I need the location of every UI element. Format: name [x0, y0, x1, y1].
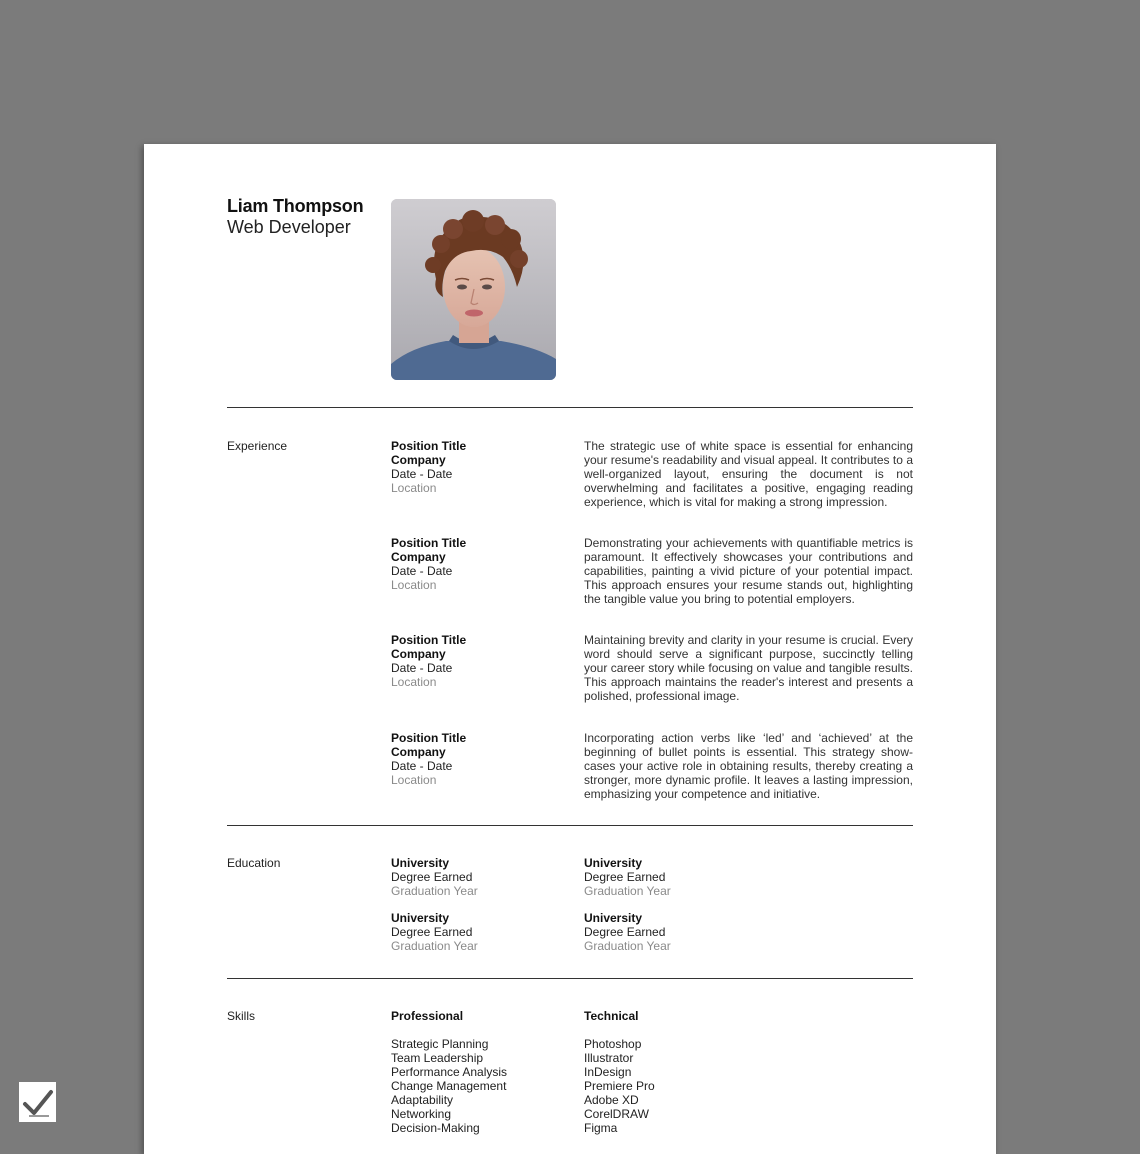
profile-photo — [391, 199, 556, 380]
skill-item: Premiere Pro — [584, 1079, 655, 1093]
skill-item: Team Leadership — [391, 1051, 484, 1065]
resume-page — [144, 144, 996, 1154]
school-name: University — [584, 856, 643, 870]
experience-entry — [391, 731, 466, 787]
experience-description: Incorporating action verbs like ‘led’ and ‘achieved’ at the beginning of bullet points is essential. This strategy show-cases your active role in obtaining results, thereby creating a stronger, more dynamic profile. It leaves a lasting impression, emphasizing your competence and initiative. — [584, 731, 913, 801]
experience-description: Demonstrating your achievements with quantifiable metrics is paramount. It effectively showcases your contributions and capabilities, painting a vivid picture of your potential impact. This approach ensures your resume stands out, highlighting the tangible value you bring to potential employers. — [584, 536, 913, 606]
graduation-year: Graduation Year — [391, 884, 478, 898]
skills-heading-technical: Technical — [584, 1009, 639, 1023]
date-range: Date - Date — [391, 759, 453, 773]
date-range: Date - Date — [391, 467, 453, 481]
education-entry — [391, 856, 478, 898]
company-name: Company — [391, 647, 446, 661]
portrait-image — [391, 199, 556, 380]
experience-entry — [391, 536, 466, 592]
degree: Degree Earned — [391, 870, 473, 884]
school-name: University — [584, 911, 643, 925]
resume-name: Liam Thompson — [227, 196, 364, 216]
position-title: Position Title — [391, 439, 467, 453]
degree: Degree Earned — [584, 925, 666, 939]
graduation-year: Graduation Year — [584, 939, 671, 953]
degree: Degree Earned — [584, 870, 666, 884]
skill-item: Adaptability — [391, 1093, 454, 1107]
resume-job-title: Web Developer — [227, 217, 351, 237]
skill-item: Decision-Making — [391, 1121, 480, 1135]
position-title: Position Title — [391, 731, 467, 745]
section-label-education: Education — [227, 856, 281, 870]
graduation-year: Graduation Year — [391, 939, 478, 953]
skill-item: CorelDRAW — [584, 1107, 649, 1121]
skill-item: Photoshop — [584, 1037, 642, 1051]
skill-item: Change Management — [391, 1079, 507, 1093]
company-name: Company — [391, 453, 446, 467]
skill-item: Networking — [391, 1107, 452, 1121]
school-name: University — [391, 911, 450, 925]
divider — [227, 407, 913, 408]
location: Location — [391, 481, 437, 495]
location: Location — [391, 578, 437, 592]
divider — [227, 825, 913, 826]
skill-item: Performance Analysis — [391, 1065, 508, 1079]
experience-description: The strategic use of white space is essential for enhancing your resume's readability and visual appeal. It contributes to a well-organized layout, ensuring the document is not overwhelming and facilitates a positive, engaging reading experience, which is vital for making a strong impression. — [584, 439, 913, 509]
skill-item: Adobe XD — [584, 1093, 639, 1107]
education-entry — [584, 856, 671, 898]
skill-item: Illustrator — [584, 1051, 634, 1065]
section-label-experience: Experience — [227, 439, 288, 453]
school-name: University — [391, 856, 450, 870]
education-entry — [584, 911, 671, 953]
position-title: Position Title — [391, 633, 467, 647]
location: Location — [391, 773, 437, 787]
degree: Degree Earned — [391, 925, 473, 939]
skill-item: Figma — [584, 1121, 618, 1135]
section-label-skills: Skills — [227, 1009, 256, 1023]
company-name: Company — [391, 550, 446, 564]
experience-description: Maintaining brevity and clarity in your resume is crucial. Every word should serve a significant purpose, succinctly telling your career story while focusing on value and tangible results. This approach maintains the reader's interest and presents a polished, professional image. — [584, 633, 913, 703]
skills-technical — [584, 1009, 655, 1135]
skill-item: InDesign — [584, 1065, 632, 1079]
location: Location — [391, 675, 437, 689]
skills-professional — [391, 1009, 507, 1135]
skill-item: Strategic Planning — [391, 1037, 489, 1051]
divider — [227, 978, 913, 979]
skills-heading-professional: Professional — [391, 1009, 464, 1023]
checkmark-logo-icon — [19, 1082, 56, 1122]
position-title: Position Title — [391, 536, 467, 550]
date-range: Date - Date — [391, 661, 453, 675]
experience-entry — [391, 439, 466, 495]
education-entry — [391, 911, 478, 953]
experience-entry — [391, 633, 466, 689]
date-range: Date - Date — [391, 564, 453, 578]
graduation-year: Graduation Year — [584, 884, 671, 898]
company-name: Company — [391, 745, 446, 759]
